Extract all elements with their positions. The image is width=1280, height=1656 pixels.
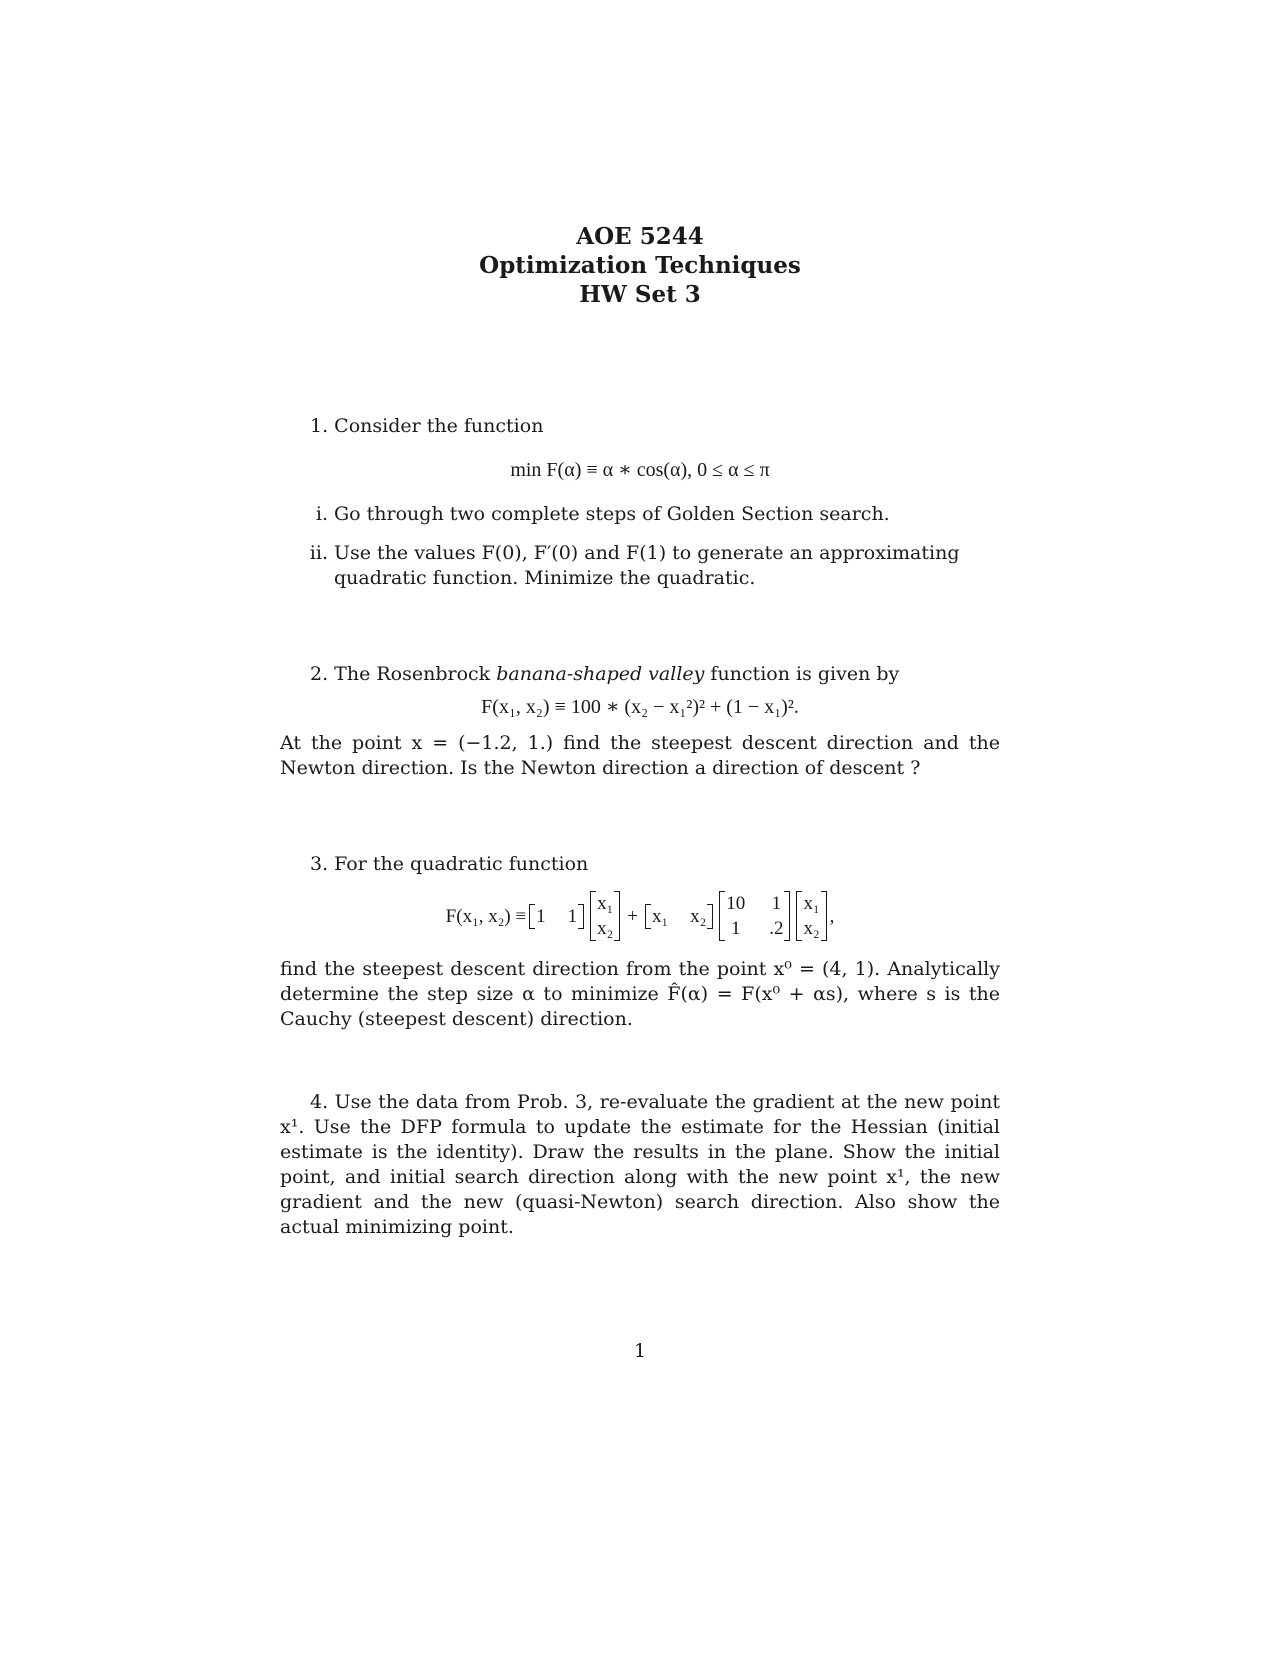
- x-column-entry: x₁: [803, 893, 820, 914]
- x-row-entry: x₂: [690, 905, 707, 927]
- row-vector-entry: 1: [567, 905, 578, 927]
- problem-3: [280, 852, 1000, 1032]
- page-number: 1: [633, 1340, 647, 1362]
- x-column-entry: x₁: [597, 893, 614, 914]
- row-vector-entry: 1: [536, 905, 546, 927]
- problem-2-body: At the point x = (−1.2, 1.) find the steepest descent direction and the Newton direction. Is the Newton direction a direction of descent ?: [280, 732, 1000, 779]
- problem-4-body: 4. Use the data from Prob. 3, re-evaluate the gradient at the new point x¹. Use the DFP formula to update the estimate for the Hessian (initial estimate is the identity). Draw the results in the plane. Show the initial point, and initial search direction along with the new point x¹, the new gradient and the new (quasi-Newton) search direction. Also show the actual minimizing point.: [280, 1091, 1000, 1238]
- problem-4: [280, 1090, 1000, 1240]
- problem-1-lead: 1. Consider the function: [310, 415, 544, 437]
- part-ii-label: ii.: [309, 542, 328, 564]
- part-i-label: i.: [315, 503, 328, 525]
- problem-1-equation: min F(α) ≡ α ∗ cos(α), 0 ≤ α ≤ π: [510, 459, 770, 481]
- part-ii-text: Use the values F(0), F′(0) and F(1) to generate an approximating quadratic function. Minimize the quadratic.: [334, 542, 960, 589]
- x-column-entry: x₂: [803, 918, 820, 939]
- row-vector-ones: [529, 904, 584, 929]
- x-column-vector: [590, 891, 620, 941]
- problem-3-body: find the steepest descent direction from the point x⁰ = (4, 1). Analytically determine the step size α to minimize F̂(α) = F(x⁰ + αs), where s is the Cauchy (steepest descent) direction.: [280, 958, 1000, 1030]
- matrix-entry: 1: [730, 918, 741, 939]
- matrix-entry: 1: [771, 893, 782, 914]
- equation-tail: ,: [829, 905, 835, 927]
- homework-set: HW Set 3: [579, 281, 701, 308]
- problem-3-lead: 3. For the quadratic function: [310, 853, 589, 875]
- problem-2-lead-emphasis: banana-shaped valley: [496, 663, 705, 685]
- problem-1: [280, 414, 1000, 591]
- x-row-entry: x₁: [651, 905, 669, 927]
- problem-2-lead-start: 2. The Rosenbrock: [310, 663, 497, 685]
- course-subject: Optimization Techniques: [479, 252, 801, 279]
- x-column-entry: x₂: [597, 918, 614, 939]
- coefficient-matrix: [719, 891, 790, 941]
- plus-sign: +: [627, 905, 638, 927]
- problem-1-part-ii: [280, 541, 1000, 591]
- problem-2-lead-end: function is given by: [704, 663, 900, 685]
- quadratic-equation: [280, 891, 1000, 941]
- problem-2: [280, 662, 1000, 781]
- x-column-vector-2: [796, 891, 826, 941]
- matrix-entry: 10: [726, 893, 746, 914]
- part-i-text: Go through two complete steps of Golden Section search.: [334, 503, 890, 525]
- equation-lhs: F(x₁, x₂) ≡: [445, 905, 527, 927]
- x-row-vector: [645, 904, 713, 929]
- problem-2-lead: [280, 662, 1000, 687]
- matrix-entry: .2: [769, 918, 784, 939]
- title-block: [0, 222, 1280, 309]
- rosenbrock-equation: F(x₁, x₂) ≡ 100 ∗ (x₂ − x₁²)² + (1 − x₁)².: [481, 696, 799, 718]
- problem-1-part-i: [280, 502, 1000, 527]
- course-code: AOE 5244: [576, 223, 704, 250]
